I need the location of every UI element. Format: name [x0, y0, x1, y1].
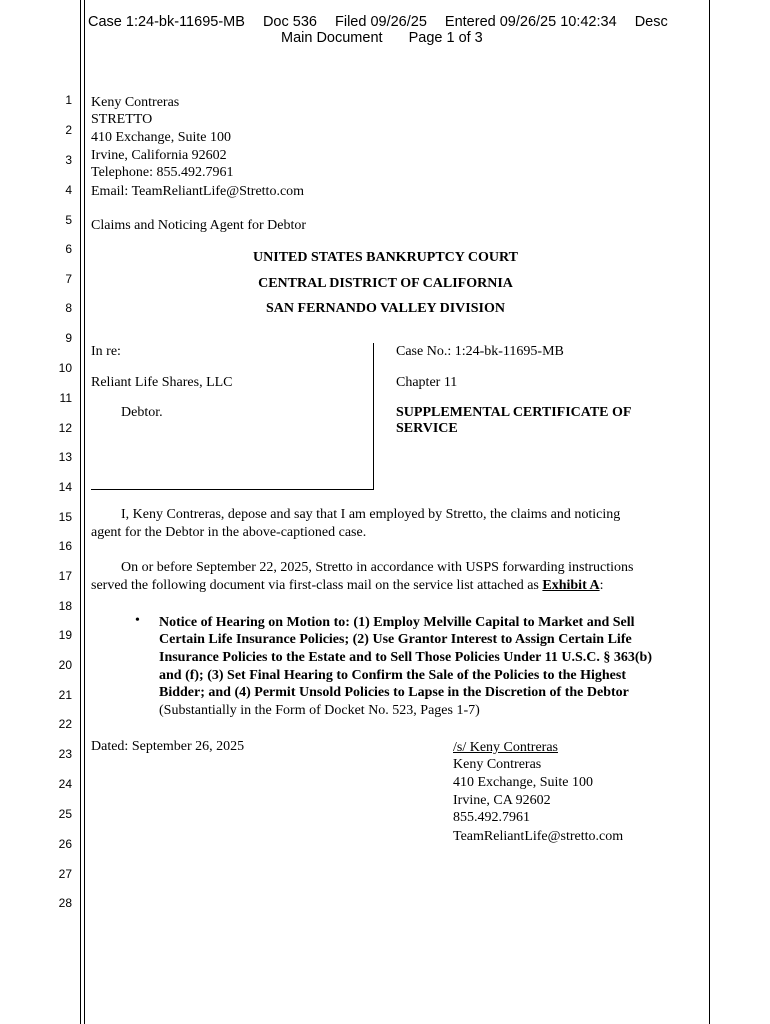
court-line-2: CENTRAL DISTRICT OF CALIFORNIA: [258, 276, 513, 291]
line-number: 25: [58, 807, 72, 821]
attorney-email: Email: TeamReliantLife@Stretto.com: [91, 184, 305, 199]
line-number: 27: [58, 867, 72, 881]
header-desc: Desc: [634, 14, 668, 30]
line-number: 28: [58, 896, 72, 910]
para2-line1: On or before September 22, 2025, Stretto in accordance with USPS forwarding instructions: [121, 560, 634, 575]
para1-line1: I, Keny Contreras, depose and say that I am employed by Stretto, the claims and noticing: [121, 507, 621, 522]
line-number: 5: [65, 213, 72, 227]
notice-line-4: and (f); (3) Set Final Hearing to Confirm the Sale of the Policies to the Highest: [159, 668, 626, 683]
header-doc: Doc 536: [262, 14, 317, 30]
line-number: 20: [58, 658, 72, 672]
line-number: 18: [58, 599, 72, 613]
bullet-icon: •: [135, 613, 140, 628]
attorney-address2: Irvine, California 92602: [91, 148, 227, 163]
line-number: 7: [65, 272, 72, 286]
caption-title-2: SERVICE: [396, 421, 458, 436]
line-number: 15: [58, 510, 72, 524]
attorney-firm: STRETTO: [91, 112, 153, 127]
line-number: 13: [58, 450, 72, 464]
signature-address2: Irvine, CA 92602: [453, 793, 551, 808]
notice-line-1: Notice of Hearing on Motion to: (1) Employ Melville Capital to Market and Sell: [159, 615, 635, 630]
caption-vertical-rule: [373, 343, 374, 489]
header-filed: Filed 09/26/25: [334, 14, 427, 30]
line-number: 24: [58, 777, 72, 791]
left-margin-rule-inner: [84, 0, 85, 1024]
line-number: 9: [65, 331, 72, 345]
line-number: 10: [58, 361, 72, 375]
line-number: 23: [58, 747, 72, 761]
signature-name: Keny Contreras: [453, 757, 542, 772]
line-number: 14: [58, 480, 72, 494]
para1-line2: agent for the Debtor in the above-captioned case.: [91, 525, 367, 540]
dated: Dated: September 26, 2025: [91, 739, 245, 754]
header-entered: Entered 09/26/25 10:42:34: [444, 14, 617, 30]
line-number: 3: [65, 153, 72, 167]
caption-in-re: In re:: [91, 344, 121, 359]
attorney-name: Keny Contreras: [91, 95, 180, 110]
signature-slash: /s/ Keny Contreras: [453, 740, 558, 755]
caption-chapter: Chapter 11: [396, 375, 458, 390]
caption-case-no: Case No.: 1:24-bk-11695-MB: [396, 344, 564, 359]
notice-line-3: Insurance Policies to the Estate and to Sell Those Policies Under 11 U.S.C. § 363(b): [159, 650, 652, 665]
header-page: Page 1 of 3: [408, 30, 483, 46]
line-number: 21: [58, 688, 72, 702]
line-number: 1: [65, 93, 72, 107]
header-case-no: Case 1:24-bk-11695-MB: [88, 14, 245, 30]
caption-bottom-rule: [91, 489, 374, 490]
line-number: 8: [65, 301, 72, 315]
line-number: 19: [58, 628, 72, 642]
para2-colon: :: [599, 578, 604, 593]
notice-line-6: (Substantially in the Form of Docket No. 523, Pages 1-7): [159, 703, 480, 718]
attorney-address1: 410 Exchange, Suite 100: [91, 130, 231, 145]
signature-email: TeamReliantLife@stretto.com: [453, 829, 624, 844]
line-number: 17: [58, 569, 72, 583]
line-number: 4: [65, 183, 72, 197]
signature-phone: 855.492.7961: [453, 810, 530, 825]
line-number: 12: [58, 421, 72, 435]
attorney-role: Claims and Noticing Agent for Debtor: [91, 218, 307, 233]
header-main-document: Main Document: [281, 30, 383, 46]
line-number: 26: [58, 837, 72, 851]
court-line-3: SAN FERNANDO VALLEY DIVISION: [266, 301, 505, 316]
signature-address1: 410 Exchange, Suite 100: [453, 775, 593, 790]
para2-line2: [91, 577, 603, 595]
line-number: 22: [58, 717, 72, 731]
line-number: 16: [58, 539, 72, 553]
notice-line-2: Certain Life Insurance Policies; (2) Use Grantor Interest to Assign Certain Life: [159, 632, 632, 647]
line-number: 11: [59, 391, 72, 405]
exhibit-a-reference: Exhibit A: [542, 578, 600, 593]
line-number: 6: [65, 242, 72, 256]
line-number: 2: [65, 123, 72, 137]
attorney-telephone: Telephone: 855.492.7961: [91, 165, 234, 180]
caption-debtor-label: Debtor.: [121, 405, 163, 420]
left-margin-rule-outer: [80, 0, 81, 1024]
filing-header: [88, 14, 708, 46]
right-margin-rule: [709, 0, 710, 1024]
court-line-1: UNITED STATES BANKRUPTCY COURT: [253, 250, 518, 265]
notice-line-5: Bidder; and (4) Permit Unsold Policies to Lapse in the Discretion of the Debtor: [159, 685, 629, 700]
para2-text: served the following document via first-class mail on the service list attached as: [91, 578, 543, 593]
caption-debtor-name: Reliant Life Shares, LLC: [91, 375, 233, 390]
caption-title-1: SUPPLEMENTAL CERTIFICATE OF: [396, 405, 632, 420]
